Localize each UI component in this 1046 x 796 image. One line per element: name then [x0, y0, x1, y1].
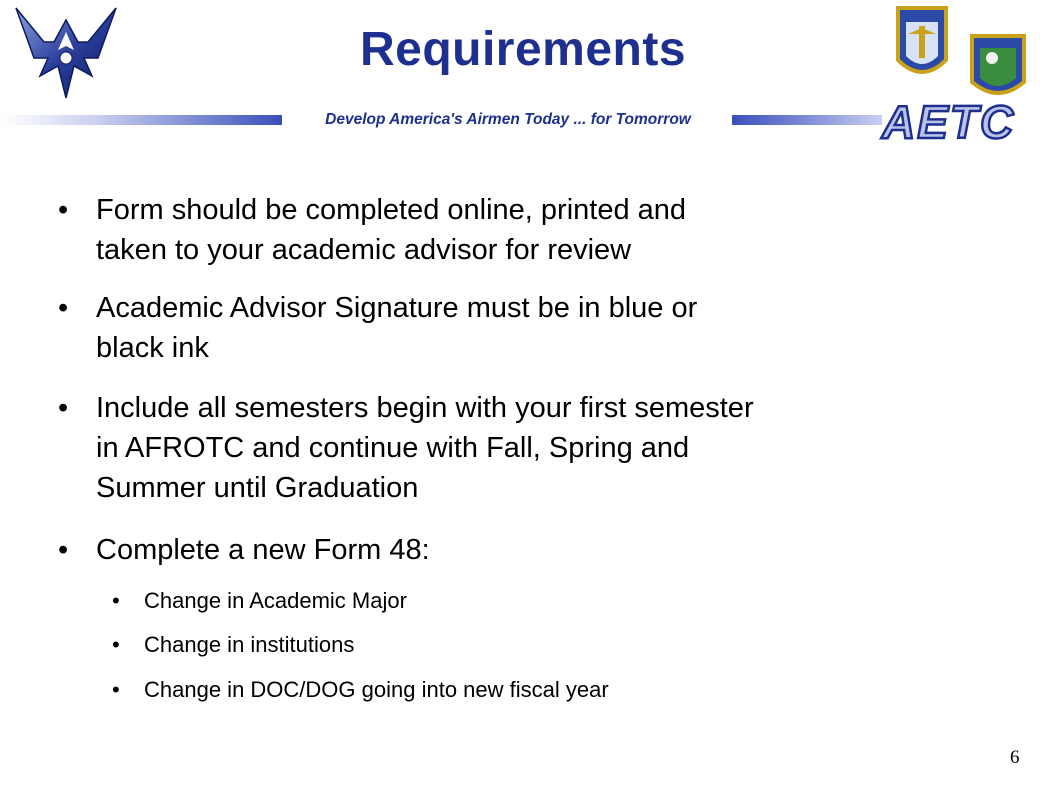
sub-bullet-dot: •	[112, 677, 120, 702]
bullet-dot: •	[58, 292, 69, 324]
tagline-bar-left	[0, 115, 282, 125]
aetc-wordmark: AETC	[882, 96, 1016, 148]
tagline-bar-right	[732, 115, 882, 125]
sub-bullet-dot: •	[112, 588, 120, 613]
bullet-line: Form should be completed online, printed and	[96, 194, 687, 226]
bullet-line: Include all semesters begin with your first semester	[96, 392, 754, 424]
bullet-line: Summer until Graduation	[96, 472, 419, 504]
page-number: 6	[1010, 747, 1020, 768]
bullet-dot: •	[58, 194, 69, 226]
bullet-line: Complete a new Form 48:	[96, 534, 430, 566]
sub-bullet-dot: •	[112, 632, 120, 657]
tagline: Develop America's Airmen Today ... for Tomorrow	[325, 111, 691, 128]
bullet-line: taken to your academic advisor for review	[96, 234, 632, 266]
slide-title: Requirements	[359, 23, 687, 76]
bullet-line: Academic Advisor Signature must be in blue or	[96, 292, 698, 324]
bullet-dot: •	[58, 392, 69, 424]
bullet-line: black ink	[96, 332, 209, 364]
bullet-line: in AFROTC and continue with Fall, Spring and	[96, 432, 690, 464]
sub-bullet-text: Change in DOC/DOG going into new fiscal year	[144, 677, 609, 702]
sub-bullet-text: Change in institutions	[144, 632, 355, 657]
sub-bullet-text: Change in Academic Major	[144, 588, 407, 613]
bullet-dot: •	[58, 534, 69, 566]
